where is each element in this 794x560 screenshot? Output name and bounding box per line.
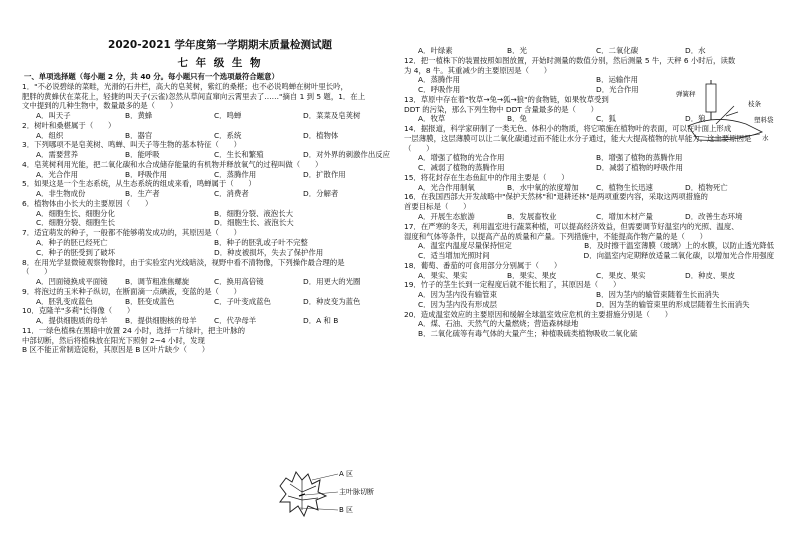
answer-option: D．种皮、果皮 <box>685 270 736 280</box>
answer-option: A．开展生态旅游 <box>418 212 475 222</box>
answer-option: D．植物体 <box>303 130 339 140</box>
answer-option: A．温室内温度尽量保持恒定 <box>418 241 512 251</box>
label-bag: 塑料袋 <box>754 116 774 124</box>
answer-option: C．二氧化碳 <box>596 46 639 55</box>
answer-option: B．器官 <box>125 130 153 140</box>
answer-option: B．运输作用 <box>596 75 639 85</box>
question-stem-line: 3．下列哪项不是皂荚树、鸣蝉、叫天子等生物的基本特征（ ） <box>22 140 242 150</box>
answer-option: C．植物生长迅速 <box>596 182 653 192</box>
question-stem-line: 7．适宜萌发的种子，一般都不能够萌发成功的，其原因是（ ） <box>22 228 242 238</box>
answer-option: A．光合作用 <box>36 169 79 179</box>
label-plant: 枝条 <box>748 100 761 108</box>
answer-option: C．消费者 <box>214 189 249 199</box>
answer-option: B．增强了植物的蒸腾作用 <box>596 153 683 163</box>
question-stem-line: 为 4，8 牛。其重减少的主要原因是（ ） <box>404 65 552 75</box>
apparatus-figure <box>676 80 776 148</box>
spring-scale-icon <box>706 84 716 112</box>
question-stem-line: 文中提到的几种生物中，数量最多的是（ ） <box>22 101 178 111</box>
answer-option: C．因为茎内没有形成层 <box>418 299 498 309</box>
answer-option: B．能呼吸 <box>125 150 160 160</box>
question-item <box>404 222 774 261</box>
answer-option: A．组织 <box>36 130 64 140</box>
answer-option: C．细胞分裂、细胞生长 <box>36 218 116 228</box>
option-row <box>22 277 392 287</box>
question-item <box>22 160 392 180</box>
answer-option: C．鸣蝉 <box>214 111 242 121</box>
answer-option: C．代孕母羊 <box>214 316 257 326</box>
question-stem-line: B 区不能正常制造淀粉，其原因是 B 区叶片缺少（ ） <box>22 345 210 355</box>
question-item <box>22 121 392 141</box>
question-stem-line: （ ） <box>404 143 434 153</box>
answer-option: A．增强了植物的光合作用 <box>418 153 505 163</box>
answer-option: B．种子的胚乳或子叶不完整 <box>214 238 308 248</box>
answer-option: C．果皮、果实 <box>596 270 646 280</box>
answer-option: A．提供细胞质的母羊 <box>36 316 108 326</box>
answer-option: A．胚乳变成蓝色 <box>36 296 93 306</box>
question-11 <box>22 326 277 355</box>
leaf-label-a: A 区 <box>339 470 354 478</box>
answer-option: A．叫天子 <box>36 111 71 121</box>
answer-option: D．因为茎的输管束里的形成层随着生长而消失 <box>596 299 750 309</box>
question-stem-line: 2．树叶和桑椹属于（ ） <box>22 120 116 130</box>
question-stem-line: 肥胖的黄蜂伏在菜花上，轻捷的叫天子(云雀)忽然从草间直窜向云霄里去了……"摘自 1 到 5 题，1．在上 <box>22 91 366 101</box>
leaf-label-cut: 主叶脉切断 <box>339 488 374 496</box>
question-stem-line: 5．如果这是一个生态系统，从生态系统的组成来看，鸣蝉属于（ ） <box>22 179 256 189</box>
answer-option: A．细胞生长、细胞分化 <box>36 208 115 218</box>
answer-option: A．牧草 <box>418 114 446 124</box>
answer-option: D．用更大的光圈 <box>303 277 361 287</box>
question-item <box>404 261 774 281</box>
option-row <box>22 238 392 248</box>
option-row <box>404 290 774 300</box>
left-column <box>22 72 392 355</box>
question-stem-line: 首要目标是（ ） <box>404 202 471 212</box>
option-row <box>404 329 774 339</box>
answer-option: C．减弱了植物的蒸腾作用 <box>418 163 505 173</box>
answer-option: C．适当增加光照时间 <box>418 251 490 261</box>
answer-option: B．因为茎内的输管束随着生长而消失 <box>596 290 720 300</box>
answer-option: C．换用高倍镜 <box>214 277 264 287</box>
answer-option: B．生产者 <box>125 189 160 199</box>
answer-option: B．调节粗准焦螺旋 <box>125 277 190 287</box>
answer-option: B．水中氧的浓度增加 <box>507 182 579 192</box>
question-stem-line: DDT 的污染，那么下列生物中 DDT 含量最多的是（ ） <box>404 104 599 114</box>
answer-option: B．胚变成蓝色 <box>125 296 175 306</box>
answer-option: C．子叶变成蓝色 <box>214 296 271 306</box>
question-item <box>22 228 392 257</box>
answer-option: C．生长和繁殖 <box>214 150 264 160</box>
answer-option: D．分解者 <box>303 189 339 199</box>
answer-option: A．光合作用制氧 <box>418 182 475 192</box>
option-row <box>22 170 392 180</box>
answer-option: D．对外界的刺激作出反应 <box>303 150 390 160</box>
question-item <box>22 199 392 228</box>
answer-option: A．果实、果实 <box>418 270 468 280</box>
question-stem-line: 13．草原中存在着"牧草→兔→狐→狼"的食物链，如果牧草受到 <box>404 94 609 104</box>
left-question-list <box>22 82 392 326</box>
answer-option: B．果实、果皮 <box>507 270 557 280</box>
answer-option: D．扩散作用 <box>303 169 346 179</box>
label-spring: 弹簧秤 <box>676 90 696 98</box>
answer-option: D．狼 <box>685 114 706 124</box>
question-stem-line: 8．在用光学显微镜观察物像时，由于实验室内光线暗淡，视野中看不清物像，下列操作最合理的是 <box>22 257 345 267</box>
question-stem-line: 1．"不必说碧绿的菜畦，光滑的石井栏，高大的皂荚树，紫红的桑椹；也不必说鸣蝉在树叶里长吟， <box>22 81 348 91</box>
question-item <box>22 82 392 121</box>
option-row <box>22 218 392 228</box>
option-row <box>22 150 392 160</box>
exam-subtitle: 七 年 级 生 物 <box>177 57 263 69</box>
question-stem-line: 18．葡萄、番茄的可食用部分分别属于（ ） <box>404 260 562 270</box>
question-stem-line: 9．将泡过的玉米种子纵切，在断面滴一点碘液，变蓝的是（ ） <box>22 286 242 296</box>
answer-option: A．叶绿素 <box>418 46 453 55</box>
answer-option: C．系统 <box>214 130 242 140</box>
option-row <box>404 46 774 56</box>
question-stem-line: 4．皂荚树利用光能，把二氧化碳和水合成储存能量的有机物并释放氧气的过程叫做（ ） <box>22 159 323 169</box>
answer-option: D．向温室内定期释放适量二氧化碳，以增加光合作用强度 <box>583 251 774 261</box>
option-row <box>404 212 774 222</box>
answer-option: B．光 <box>507 46 527 55</box>
answer-option: B．及时擦干温室薄膜（玻璃）上的水膜，以防止透光降低 <box>584 241 774 251</box>
option-row <box>22 297 392 307</box>
answer-option: A．凹面镜换成平面镜 <box>36 277 108 287</box>
question-stem-line: 12．把一植株下的装置按照如图放置，开始时测量的数值分别，然后测量 5 牛，天秤 6 小时后，读数 <box>404 55 736 65</box>
question-item <box>22 258 392 287</box>
question-stem-line: 14．据报道，科学家研制了一类无色、体积小的物质，将它喷施在植物叶的表面，可以在叶面上形成 <box>404 124 732 134</box>
leaf-figure <box>272 466 390 522</box>
answer-option: C．狐 <box>596 114 616 124</box>
option-row <box>22 248 392 258</box>
answer-option: D．菜菜及皂荚树 <box>303 111 361 121</box>
answer-option: A．非生物成份 <box>36 189 86 199</box>
option-row <box>22 189 392 199</box>
question-stem-line: 11．一绿色植株在黑暗中放置 24 小时，选择一片绿叶，把主叶脉的 <box>22 325 246 335</box>
option-row <box>404 183 774 193</box>
question-stem-line: 一层薄膜，这层薄膜可以让二氧化碳通过而不能让水分子通过，能大大提高植物的抗旱能力。这主要原因是 <box>404 133 752 143</box>
answer-option: A．因为茎内没有输管束 <box>418 290 497 300</box>
answer-option: B．兔 <box>507 114 527 124</box>
question-item <box>22 140 392 160</box>
answer-option: C．种子的胚受到了破坏 <box>36 247 116 257</box>
exam-title: 2020-2021 学年度第一学期期末质量检测试题 <box>108 39 332 51</box>
question-item <box>22 179 392 199</box>
label-water: 水 <box>762 134 769 142</box>
answer-option: C．增加木材产量 <box>596 212 653 222</box>
option-row <box>404 300 774 310</box>
answer-option: B．细胞分裂、液泡长大 <box>214 208 293 218</box>
answer-option: D．A 和 B <box>303 316 339 326</box>
answer-option: D．减弱了植物的呼吸作用 <box>596 163 683 173</box>
answer-option: D．改善生态环境 <box>685 212 743 222</box>
answer-option: B．黄蜂 <box>125 111 153 121</box>
leaf-label-b: B 区 <box>339 506 354 514</box>
answer-option: B．提供细胞核的母羊 <box>125 316 197 326</box>
bag-outline <box>688 119 762 140</box>
option-row <box>22 209 392 219</box>
question-stem-line: 湿度和气体等条件，以提高产品的质量和产量。下列措施中，不能提高作物产量的是（ ） <box>404 231 708 241</box>
answer-option: D．水 <box>685 46 706 55</box>
answer-option: D．细胞生长、液泡长大 <box>214 218 294 228</box>
question-stem-line: 17．在严寒的冬天，利用温室进行蔬菜种植，可以提高经济效益，但需要调节好温室内的光照、温度、 <box>404 221 739 231</box>
answer-option: A．需要营养 <box>36 150 79 160</box>
question-stem-line: 中部切断，然后将植株放在阳光下照射 2~4 小时，发现 <box>22 335 205 345</box>
question-stem-line: 19．竹子的茎生长到一定程度后就不能长粗了，其原因是（ ） <box>404 280 621 290</box>
option-row <box>404 241 774 251</box>
question-item <box>404 173 774 193</box>
option-row <box>404 319 774 329</box>
answer-option: D．光合作用 <box>596 85 639 95</box>
answer-option: B．二氧化硫等有毒气体的大量产生；种植吸硫类植物吸收二氧化硫 <box>418 329 638 339</box>
question-stem-line: （ ） <box>22 267 52 277</box>
answer-option: B．呼吸作用 <box>125 169 168 179</box>
option-row <box>404 153 774 163</box>
question-stem-line: 16．在我国西部大开发战略中"保护天然林"和"退耕还林"是两项重要内容，采取这两项措施的 <box>404 192 708 202</box>
answer-option: D．植物死亡 <box>685 182 728 192</box>
question-item <box>22 287 392 307</box>
answer-option: A．蒸腾作用 <box>418 75 461 85</box>
question-stem-line: 15．将花封存在生态鱼缸中的作用主要是（ ） <box>404 172 569 182</box>
question-stem-line: 10．克隆羊"多莉"长得像（ ） <box>22 306 135 316</box>
question-item <box>404 192 774 221</box>
question-item <box>404 310 774 339</box>
question-item <box>22 306 392 326</box>
answer-option: A．煤、石油、天然气的大量燃烧；营造森林绿地 <box>418 319 579 329</box>
option-row <box>22 111 392 121</box>
answer-option: C．蒸腾作用 <box>214 169 257 179</box>
answer-option: D．种皮被损坏，失去了保护作用 <box>214 247 324 257</box>
option-row <box>404 163 774 173</box>
water-line <box>694 134 760 138</box>
answer-option: D．种皮变为蓝色 <box>303 296 361 306</box>
option-row <box>404 271 774 281</box>
option-row <box>22 316 392 326</box>
answer-option: A．种子的胚已经死亡 <box>36 238 108 248</box>
option-row <box>22 131 392 141</box>
section-heading: 一、单项选择题（每小题 2 分，共 40 分。每小题只有一个选项最符合题意） <box>24 72 279 81</box>
question-stem-line: 6．植物体由小长大的主要原因（ ） <box>22 198 153 208</box>
question-item <box>404 46 774 56</box>
question-item <box>404 280 774 309</box>
answer-option: C．呼吸作用 <box>418 85 461 95</box>
option-row <box>404 251 774 261</box>
question-stem-line: 20．造成温室效应的主要原因和缓解全球温室效应危机的主要措施分别是（ ） <box>404 309 673 319</box>
answer-option: B．发展畜牧业 <box>507 212 557 222</box>
